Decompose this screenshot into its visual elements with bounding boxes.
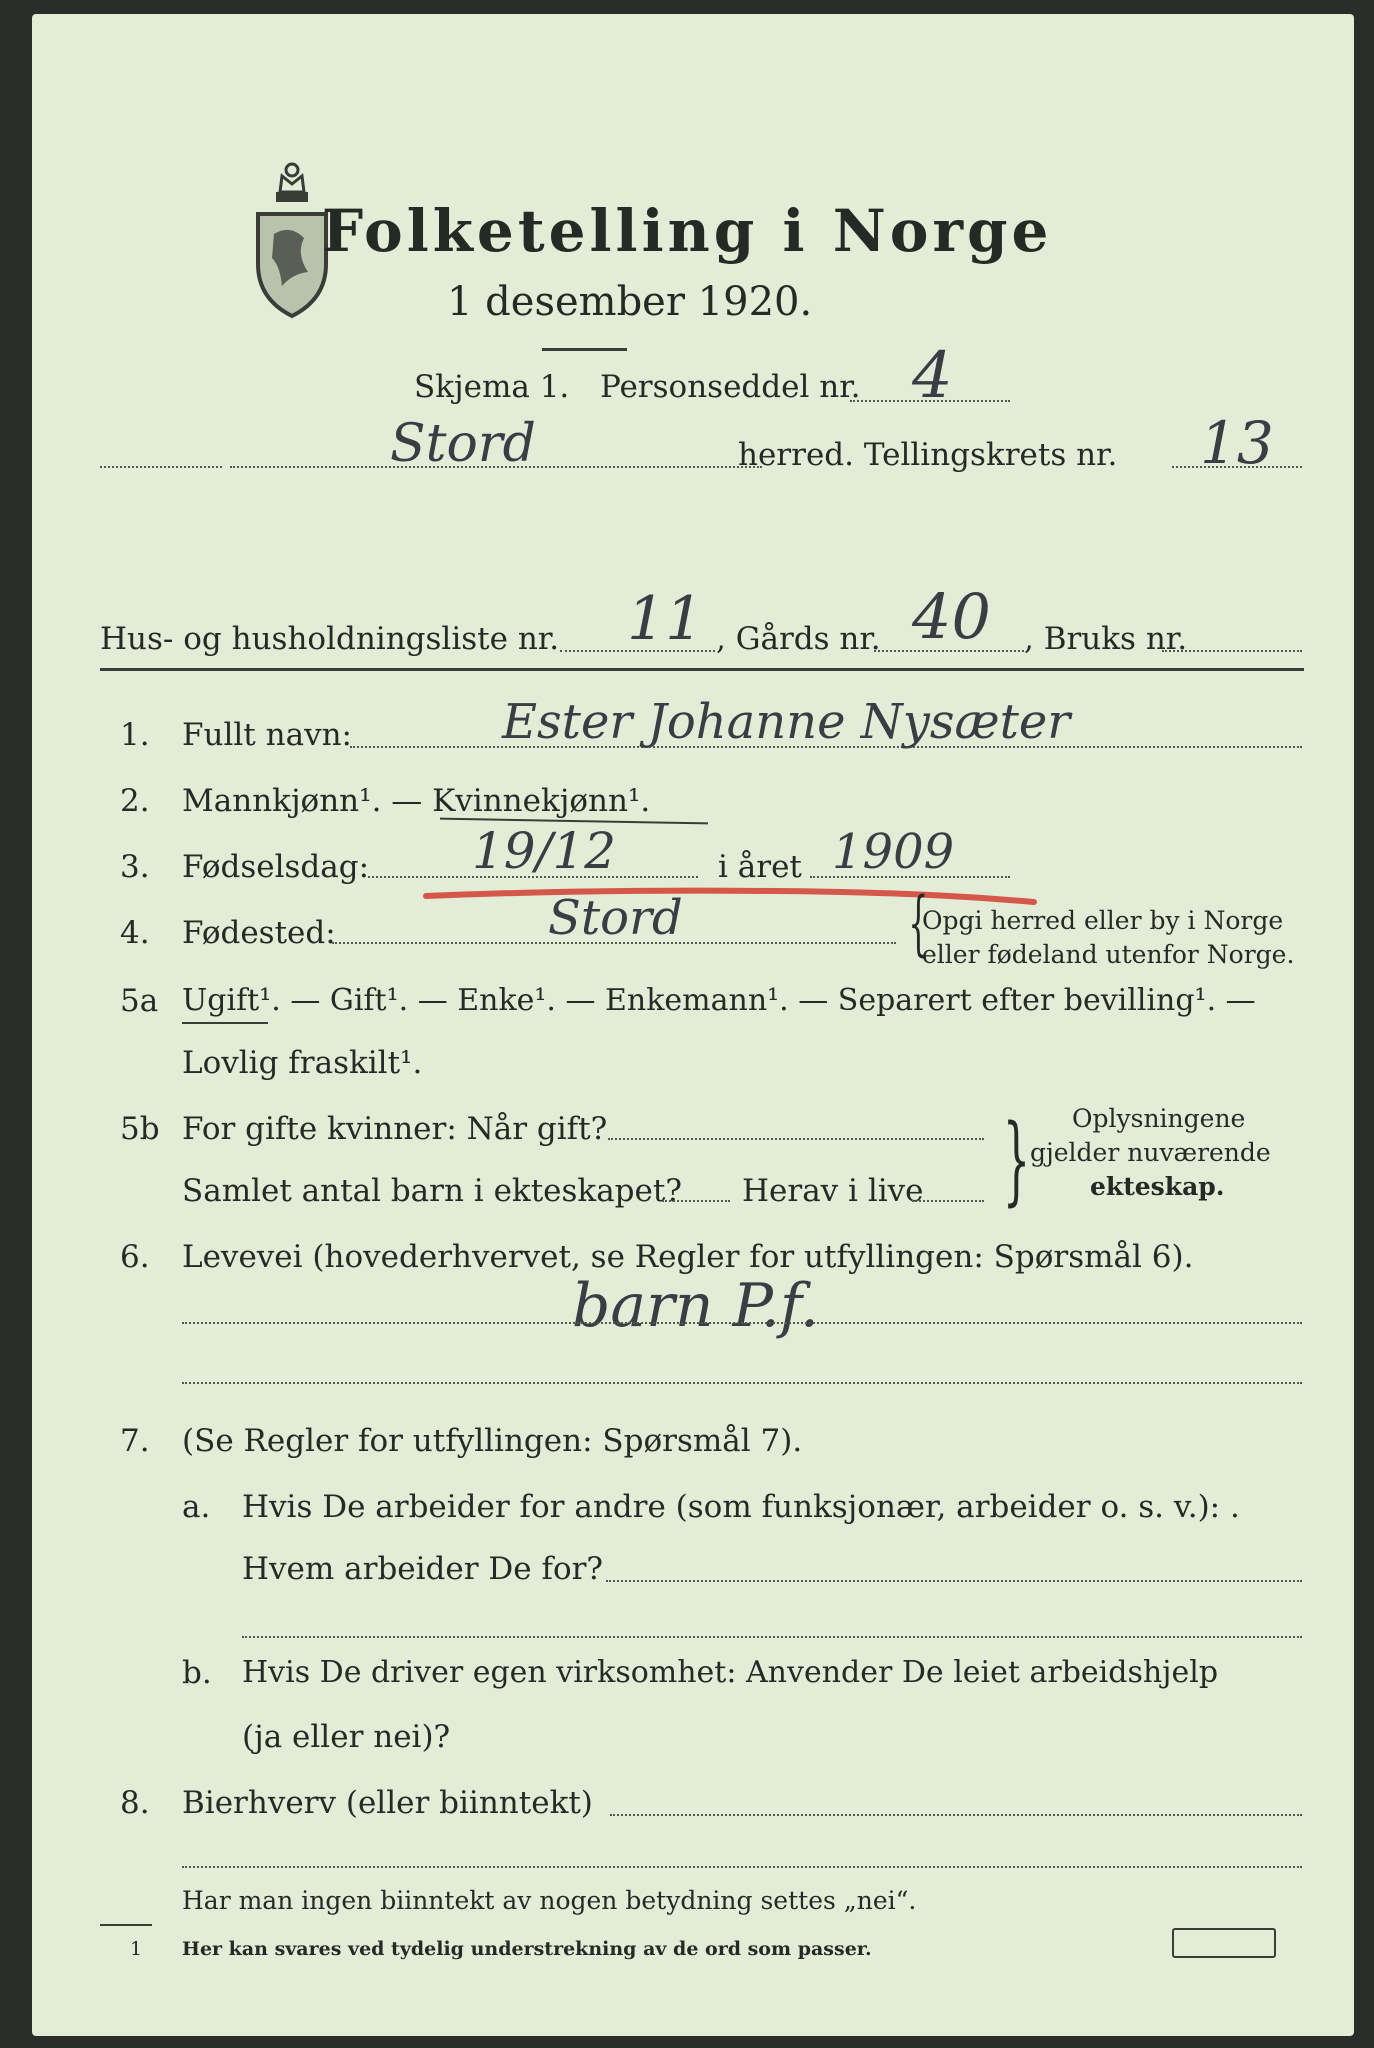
q5a-selected-underline bbox=[182, 1022, 268, 1024]
q5b-line1: For gifte kvinner: Når gift? bbox=[182, 1111, 608, 1147]
household-list-label: Hus- og husholdningsliste nr. bbox=[100, 621, 560, 657]
q3-label: Fødselsdag: bbox=[182, 849, 370, 885]
q8-field-line1 bbox=[610, 1814, 1302, 1816]
q7a-line2: Hvem arbeider De for? bbox=[242, 1551, 604, 1587]
q5b-children-field bbox=[662, 1200, 730, 1202]
q5b-children-label: Samlet antal barn i ekteskapet? bbox=[182, 1173, 682, 1209]
q5b-alive-field bbox=[912, 1200, 984, 1202]
q5b-note-line3: ekteskap. bbox=[1090, 1172, 1225, 1201]
holding-number-field bbox=[1162, 650, 1302, 652]
q7-number: 7. bbox=[120, 1423, 150, 1459]
norway-coat-of-arms-icon bbox=[252, 154, 332, 324]
q5b-note-line1: Oplysningene bbox=[1072, 1104, 1246, 1133]
form-title: Folketelling i Norge bbox=[322, 197, 1053, 265]
q8-field-line2 bbox=[182, 1866, 1302, 1868]
q7b-letter: b. bbox=[182, 1655, 212, 1691]
q3-number: 3. bbox=[120, 849, 150, 885]
q5b-alive-label: Herav i live bbox=[742, 1173, 924, 1209]
q5b-note-line2: gjelder nuværende bbox=[1030, 1138, 1271, 1167]
q7b-line2: (ja eller nei)? bbox=[242, 1719, 451, 1755]
q4-label: Fødested: bbox=[182, 915, 336, 951]
footnote-divider bbox=[100, 1924, 152, 1926]
q6-field-line2 bbox=[182, 1382, 1302, 1384]
q1-number: 1. bbox=[120, 717, 150, 753]
q1-label: Fullt navn: bbox=[182, 717, 352, 753]
header-divider bbox=[100, 668, 1304, 671]
q4-note-line1: Opgi herred eller by i Norge bbox=[922, 906, 1284, 935]
q2-number: 2. bbox=[120, 783, 150, 819]
q5a-number: 5a bbox=[120, 983, 159, 1019]
title-divider bbox=[542, 348, 627, 351]
q7a-letter: a. bbox=[182, 1489, 211, 1525]
farm-number-value: 40 bbox=[912, 580, 991, 653]
q7a-employer-field bbox=[606, 1580, 1302, 1582]
holding-number-label: , Bruks nr. bbox=[1024, 621, 1188, 657]
printer-stamp bbox=[1172, 1928, 1276, 1958]
q1-full-name-value: Ester Johanne Nysæter bbox=[502, 694, 1071, 750]
q8-note: Har man ingen biinntekt av nogen betydning settes „nei“. bbox=[182, 1886, 917, 1915]
municipality-value: Stord bbox=[390, 414, 536, 474]
farm-number-label: , Gårds nr. bbox=[716, 621, 881, 657]
schema-label: Skjema 1. bbox=[414, 369, 570, 405]
q6-field-line1 bbox=[182, 1322, 1302, 1324]
q7-label: (Se Regler for utfyllingen: Spørsmål 7). bbox=[182, 1423, 803, 1459]
q7b-line1: Hvis De driver egen virksomhet: Anvender De leiet arbeidshjelp bbox=[242, 1655, 1219, 1690]
q8-number: 8. bbox=[120, 1785, 150, 1821]
footnote-text: Her kan svares ved tydelig understrekning av de ord som passer. bbox=[182, 1938, 872, 1960]
q8-label: Bierhverv (eller biinntekt) bbox=[182, 1785, 593, 1821]
q4-brace: { bbox=[908, 882, 929, 964]
q7a-line1: Hvis De arbeider for andre (som funksjonær, arbeider o. s. v.): . bbox=[242, 1489, 1240, 1525]
household-list-value: 11 bbox=[627, 584, 704, 654]
q3-birthday-value: 19/12 bbox=[472, 822, 617, 880]
personseddel-label: Personseddel nr. bbox=[600, 369, 861, 405]
q7a-employer-field-2 bbox=[242, 1636, 1302, 1638]
q4-note-line2: eller fødeland utenfor Norge. bbox=[922, 940, 1295, 969]
q3-year-value: 1909 bbox=[832, 824, 955, 880]
q2-sex-options: Mannkjønn¹. — Kvinnekjønn¹. bbox=[182, 783, 651, 819]
q5b-married-when-field bbox=[608, 1138, 984, 1140]
census-date: 1 desember 1920. bbox=[447, 279, 813, 325]
municipality-field-lead bbox=[100, 466, 222, 468]
q6-occupation-value: barn P.f. bbox=[572, 1271, 820, 1341]
tellingskrets-value: 13 bbox=[1200, 409, 1274, 477]
q5a-marital-options: Ugift¹. — Gift¹. — Enke¹. — Enkemann¹. — Separert efter bevilling¹. — bbox=[182, 983, 1256, 1018]
q5b-brace: } bbox=[1002, 1104, 1031, 1216]
q4-birthplace-value: Stord bbox=[548, 890, 683, 946]
footnote-mark: 1 bbox=[130, 1938, 143, 1960]
q3-year-label: i året bbox=[718, 849, 802, 885]
census-form bbox=[32, 14, 1354, 2036]
q5b-number: 5b bbox=[120, 1111, 160, 1147]
q5a-line2: Lovlig fraskilt¹. bbox=[182, 1045, 423, 1081]
q6-label: Levevei (hovederhvervet, se Regler for utfyllingen: Spørsmål 6). bbox=[182, 1239, 1194, 1275]
personseddel-value: 4 bbox=[912, 339, 953, 413]
q6-number: 6. bbox=[120, 1239, 150, 1275]
q4-number: 4. bbox=[120, 915, 150, 951]
tellingskrets-label: herred. Tellingskrets nr. bbox=[738, 437, 1118, 473]
